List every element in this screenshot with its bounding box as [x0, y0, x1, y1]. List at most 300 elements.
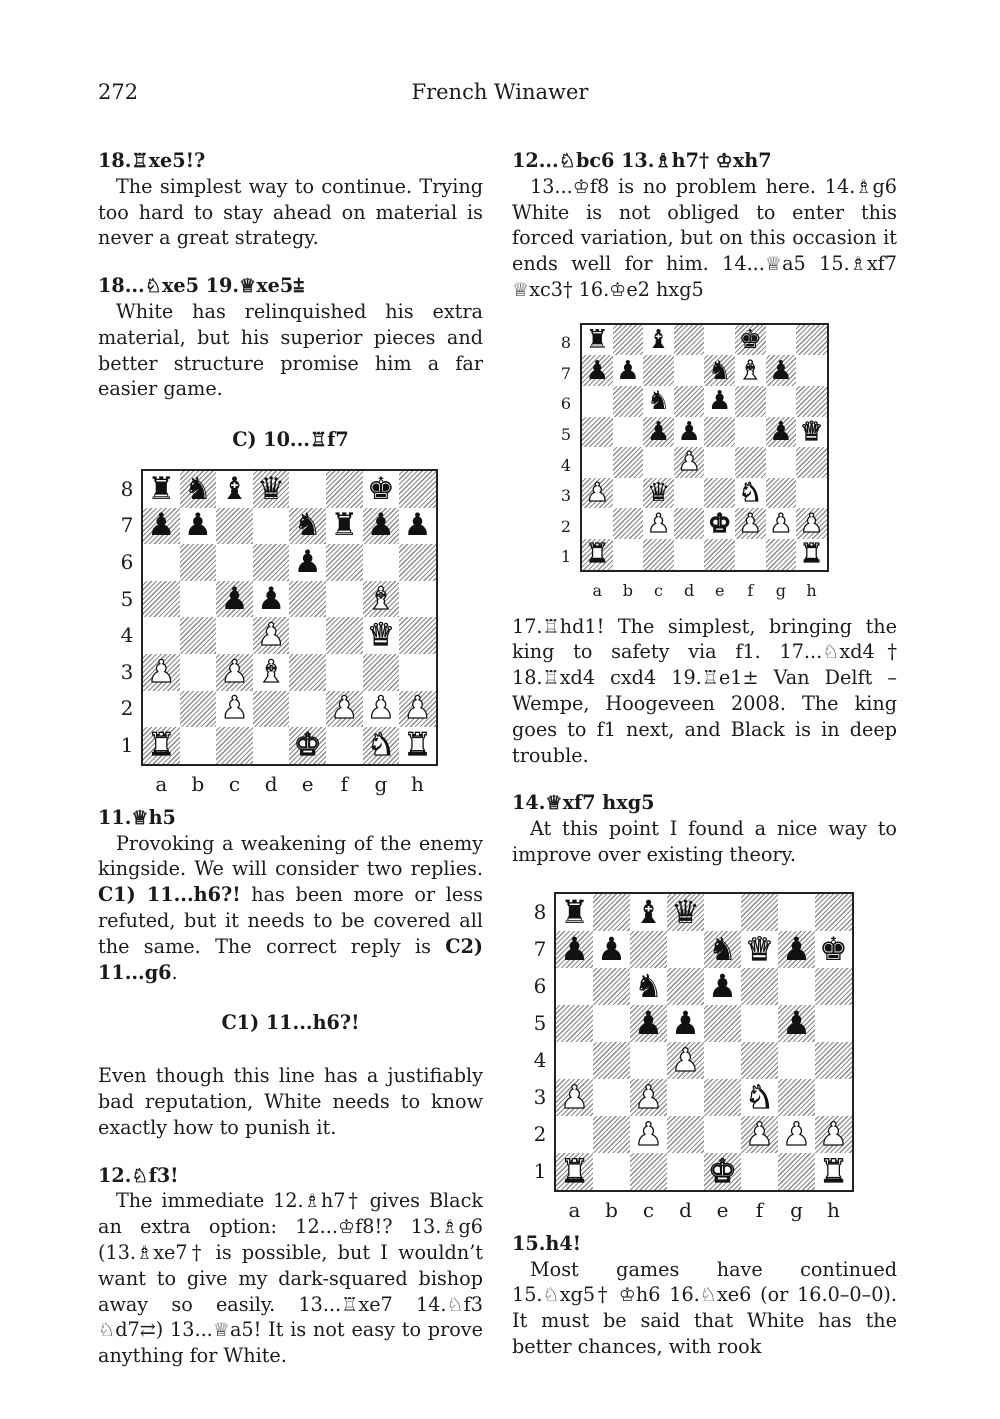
square-c2: [643, 508, 674, 539]
white-knight-icon: ♞: [745, 1078, 774, 1117]
white-king-icon: ♚: [708, 508, 732, 539]
square-b4: [593, 1042, 630, 1079]
square-h3: [815, 1079, 852, 1116]
black-pawn-icon: ♟: [646, 416, 671, 447]
rank-label: 6: [120, 550, 134, 575]
text-run: Provoking a weakening of the enemy kingside. We will consider two replies.: [98, 831, 483, 881]
square-b6: [180, 544, 217, 581]
square-f7: [735, 355, 766, 386]
white-rook-icon: ♜: [560, 1152, 589, 1191]
square-d6: [674, 386, 705, 417]
square-a2: [143, 691, 180, 728]
file-label: d: [264, 771, 278, 796]
black-king-icon: ♚: [819, 930, 848, 969]
chess-diagram: [117, 469, 440, 800]
rank-label: 8: [560, 333, 572, 353]
white-pawn-icon: ♟: [782, 1115, 811, 1154]
rank-label: 7: [120, 513, 134, 538]
variation-reference: C1) 11...h6?!: [98, 883, 241, 907]
black-pawn-icon: ♟: [147, 507, 176, 544]
black-pawn-icon: ♟: [616, 355, 640, 386]
square-e1: [704, 1153, 741, 1190]
square-c7: [216, 508, 253, 545]
black-pawn-icon: ♟: [597, 930, 626, 969]
page-header: [0, 80, 1000, 110]
white-queen-icon: ♛: [799, 416, 824, 447]
square-d8: [667, 894, 704, 931]
black-king-icon: ♚: [738, 325, 762, 356]
black-pawn-icon: ♟: [782, 930, 811, 969]
black-rook-icon: ♜: [560, 893, 589, 932]
square-e3: [289, 654, 326, 691]
square-c1: [630, 1153, 667, 1190]
square-g1: [766, 539, 797, 570]
white-king-icon: ♚: [708, 1152, 737, 1191]
square-h4: [796, 447, 827, 478]
square-g7: [363, 508, 400, 545]
square-d8: [674, 325, 705, 356]
square-g5: [778, 1005, 815, 1042]
move-heading: 15.h4!: [512, 1231, 582, 1255]
square-c1: [216, 727, 253, 764]
square-a2: [556, 1116, 593, 1153]
square-f5: [326, 581, 363, 618]
white-pawn-icon: ♟: [220, 653, 249, 690]
black-rook-icon: ♜: [330, 507, 359, 544]
section-heading: C1) 11...h6?!: [221, 1011, 360, 1035]
black-pawn-icon: ♟: [769, 416, 793, 447]
square-d6: [667, 968, 704, 1005]
text-run: .: [171, 960, 178, 984]
white-bishop-icon: ♝: [738, 355, 762, 386]
body-paragraph: The immediate 12.♗h7† gives Black an extra option: 12...♔f8!? 13.♗g6 (13.♗xe7† is possible, but I wouldn’t want to give my dark-squared bishop away so easily. 13...♖xe7 14.♘f3 ♘d7⇄) 13...♕a5! It is not easy to prove anything for White.: [98, 1189, 483, 1368]
rank-label: 4: [533, 1047, 547, 1072]
square-f2: [741, 1116, 778, 1153]
square-c6: [216, 544, 253, 581]
square-d1: [674, 539, 705, 570]
text-run: has been more or less refuted, but it needs to be covered all the same. The correct reply is: [98, 883, 483, 958]
square-c1: [643, 539, 674, 570]
square-h6: [796, 386, 827, 417]
white-pawn-icon: ♟: [819, 1115, 848, 1154]
black-bishop-icon: ♝: [220, 470, 249, 507]
square-a8: [143, 471, 180, 508]
rank-label: 8: [533, 899, 547, 924]
square-g6: [363, 544, 400, 581]
square-g6: [778, 968, 815, 1005]
body-paragraph: White has relinquished his extra material, but his superior pieces and better structure promise him a far easier game.: [98, 299, 483, 401]
black-pawn-icon: ♟: [708, 386, 732, 417]
square-b5: [613, 417, 644, 448]
square-a4: [143, 617, 180, 654]
square-c5: [216, 581, 253, 618]
move-heading: 12.♘f3!: [98, 1163, 179, 1187]
square-a2: [582, 508, 613, 539]
square-h2: [796, 508, 827, 539]
square-f4: [735, 447, 766, 478]
white-knight-icon: ♞: [738, 478, 762, 509]
square-a7: [582, 355, 613, 386]
white-pawn-icon: ♟: [769, 508, 793, 539]
square-f5: [735, 417, 766, 448]
square-f8: [326, 471, 363, 508]
square-f4: [326, 617, 363, 654]
square-f6: [326, 544, 363, 581]
square-d8: [253, 471, 290, 508]
black-queen-icon: ♛: [646, 478, 671, 509]
black-pawn-icon: ♟: [769, 355, 793, 386]
square-a8: [556, 894, 593, 931]
square-d3: [253, 654, 290, 691]
square-a3: [143, 654, 180, 691]
white-bishop-icon: ♝: [257, 653, 285, 690]
square-f7: [741, 931, 778, 968]
square-h8: [399, 471, 436, 508]
square-c3: [643, 478, 674, 509]
square-h7: [796, 355, 827, 386]
white-rook-icon: ♜: [403, 726, 432, 763]
square-c6: [630, 968, 667, 1005]
square-d5: [674, 417, 705, 448]
black-rook-icon: ♜: [147, 470, 176, 507]
rank-label: 3: [120, 659, 134, 684]
square-a3: [556, 1079, 593, 1116]
black-pawn-icon: ♟: [366, 507, 395, 544]
square-d3: [667, 1079, 704, 1116]
square-d1: [667, 1153, 704, 1190]
file-label: f: [747, 580, 754, 600]
black-pawn-icon: ♟: [560, 930, 589, 969]
square-e5: [704, 417, 735, 448]
square-a7: [556, 931, 593, 968]
rank-label: 3: [560, 486, 572, 506]
square-c5: [643, 417, 674, 448]
body-paragraph: At this point I found a nice way to improve over existing theory.: [512, 817, 897, 866]
white-pawn-icon: ♟: [220, 690, 249, 727]
square-d7: [674, 355, 705, 386]
rank-label: 2: [560, 516, 572, 536]
square-f8: [741, 894, 778, 931]
square-e2: [704, 1116, 741, 1153]
black-pawn-icon: ♟: [183, 507, 212, 544]
square-f1: [741, 1153, 778, 1190]
square-h4: [815, 1042, 852, 1079]
file-label: g: [374, 771, 388, 796]
black-queen-icon: ♛: [671, 893, 700, 932]
square-a1: [582, 539, 613, 570]
file-label: g: [790, 1197, 803, 1222]
white-pawn-icon: ♟: [677, 447, 701, 478]
rank-label: 7: [533, 936, 547, 961]
white-rook-icon: ♜: [819, 1152, 848, 1191]
rank-label: 8: [120, 476, 134, 501]
move-heading: 14.♕xf7 hxg5: [512, 791, 655, 815]
square-e7: [704, 355, 735, 386]
black-pawn-icon: ♟: [782, 1004, 811, 1043]
black-king-icon: ♚: [366, 470, 395, 507]
square-b7: [593, 931, 630, 968]
move-heading: 18...♘xe5 19.♕xe5⩲: [98, 274, 305, 298]
square-c2: [216, 691, 253, 728]
square-g5: [363, 581, 400, 618]
square-e3: [704, 478, 735, 509]
square-c8: [630, 894, 667, 931]
square-a1: [143, 727, 180, 764]
file-label: e: [714, 580, 725, 600]
rank-label: 5: [533, 1010, 547, 1035]
square-f8: [735, 325, 766, 356]
square-c5: [630, 1005, 667, 1042]
move-heading: 12...♘bc6 13.♗h7† ♔xh7: [512, 149, 772, 172]
square-h2: [399, 691, 436, 728]
rank-label: 4: [120, 623, 134, 648]
black-knight-icon: ♞: [634, 967, 663, 1006]
body-paragraph: Most games have continued 15.♘xg5† ♔h6 16.♘xe6 (or 16.0–0–0). It must be said that White has the better chances, with rook: [512, 1257, 897, 1358]
square-e6: [289, 544, 326, 581]
white-pawn-icon: ♟: [403, 690, 432, 727]
white-pawn-icon: ♟: [745, 1115, 774, 1154]
white-pawn-icon: ♟: [366, 690, 395, 727]
black-knight-icon: ♞: [708, 355, 732, 386]
black-pawn-icon: ♟: [257, 580, 285, 617]
square-e8: [704, 894, 741, 931]
square-c2: [630, 1116, 667, 1153]
file-label: h: [806, 580, 817, 600]
square-h6: [399, 544, 436, 581]
square-e5: [704, 1005, 741, 1042]
file-label: d: [683, 580, 695, 600]
file-label: f: [340, 771, 348, 796]
square-f3: [326, 654, 363, 691]
file-label: d: [679, 1197, 692, 1222]
square-c7: [643, 355, 674, 386]
square-d4: [667, 1042, 704, 1079]
file-label: g: [775, 580, 787, 600]
square-d2: [253, 691, 290, 728]
square-a7: [143, 508, 180, 545]
file-label: b: [191, 771, 205, 796]
body-paragraph: [98, 831, 483, 986]
square-g8: [778, 894, 815, 931]
square-b5: [180, 581, 217, 618]
square-h1: [796, 539, 827, 570]
square-h6: [815, 968, 852, 1005]
white-pawn-icon: ♟: [738, 508, 762, 539]
square-e1: [289, 727, 326, 764]
body-paragraph: 13...♔f8 is no problem here. 14.♗g6 White is not obliged to enter this forced variation, but on this occasion it ends well for him. 14...♕a5 15.♗xf7 ♕xc3† 16.♔e2 hxg5: [512, 174, 897, 301]
variation-reference: C2) 11...g6: [98, 934, 483, 984]
chess-board: [141, 469, 438, 766]
rank-label: 1: [560, 547, 572, 567]
square-e7: [289, 508, 326, 545]
white-pawn-icon: ♟: [799, 508, 824, 539]
black-pawn-icon: ♟: [293, 543, 322, 580]
square-h8: [796, 325, 827, 356]
square-c4: [216, 617, 253, 654]
square-e6: [704, 968, 741, 1005]
chess-diagram: [530, 892, 856, 1226]
square-e4: [289, 617, 326, 654]
square-d4: [674, 447, 705, 478]
square-c8: [216, 471, 253, 508]
square-h5: [815, 1005, 852, 1042]
black-bishop-icon: ♝: [646, 325, 671, 356]
black-rook-icon: ♜: [585, 325, 609, 356]
square-h3: [399, 654, 436, 691]
rank-label: 2: [533, 1121, 547, 1146]
square-e2: [704, 508, 735, 539]
square-g1: [778, 1153, 815, 1190]
square-e8: [704, 325, 735, 356]
square-e3: [704, 1079, 741, 1116]
white-rook-icon: ♜: [799, 539, 824, 570]
square-a6: [582, 386, 613, 417]
file-label: c: [654, 580, 663, 600]
square-f5: [741, 1005, 778, 1042]
square-b5: [593, 1005, 630, 1042]
rank-label: 4: [560, 455, 572, 475]
square-b2: [593, 1116, 630, 1153]
black-pawn-icon: ♟: [220, 580, 249, 617]
body-paragraph: The simplest way to continue. Trying too hard to stay ahead on material is never a great strategy.: [98, 174, 483, 250]
white-knight-icon: ♞: [366, 726, 395, 763]
white-pawn-icon: ♟: [585, 478, 609, 509]
square-g8: [766, 325, 797, 356]
square-h7: [399, 508, 436, 545]
square-h7: [815, 931, 852, 968]
square-d2: [667, 1116, 704, 1153]
square-b2: [180, 691, 217, 728]
running-title: French Winawer: [411, 80, 589, 104]
square-b1: [180, 727, 217, 764]
square-g3: [363, 654, 400, 691]
square-d4: [253, 617, 290, 654]
square-g7: [778, 931, 815, 968]
square-f2: [735, 508, 766, 539]
square-d6: [253, 544, 290, 581]
square-b2: [613, 508, 644, 539]
square-c4: [630, 1042, 667, 1079]
square-g3: [778, 1079, 815, 1116]
left-column: [98, 148, 483, 1369]
square-g2: [766, 508, 797, 539]
square-a5: [556, 1005, 593, 1042]
file-label: a: [568, 1197, 581, 1222]
square-b7: [180, 508, 217, 545]
square-f3: [735, 478, 766, 509]
square-e4: [704, 447, 735, 478]
black-pawn-icon: ♟: [708, 967, 737, 1006]
square-e4: [704, 1042, 741, 1079]
square-f4: [741, 1042, 778, 1079]
square-f1: [326, 727, 363, 764]
square-g5: [766, 417, 797, 448]
black-knight-icon: ♞: [708, 930, 737, 969]
file-label: c: [228, 771, 241, 796]
black-bishop-icon: ♝: [634, 893, 663, 932]
square-a4: [582, 447, 613, 478]
square-d2: [674, 508, 705, 539]
rank-label: 2: [120, 696, 134, 721]
square-a3: [582, 478, 613, 509]
square-b3: [613, 478, 644, 509]
black-knight-icon: ♞: [646, 386, 671, 417]
white-pawn-icon: ♟: [671, 1041, 700, 1080]
square-c4: [643, 447, 674, 478]
square-a6: [143, 544, 180, 581]
file-label: b: [622, 580, 634, 600]
square-f6: [735, 386, 766, 417]
square-b8: [180, 471, 217, 508]
chess-board: [554, 892, 854, 1192]
square-e2: [289, 691, 326, 728]
square-g1: [363, 727, 400, 764]
square-g3: [766, 478, 797, 509]
rank-label: 5: [560, 424, 572, 444]
square-g4: [778, 1042, 815, 1079]
square-d5: [667, 1005, 704, 1042]
square-h1: [815, 1153, 852, 1190]
square-h5: [399, 581, 436, 618]
square-c3: [630, 1079, 667, 1116]
square-g2: [778, 1116, 815, 1153]
square-e7: [704, 931, 741, 968]
square-b4: [613, 447, 644, 478]
rank-label: 3: [533, 1084, 547, 1109]
square-d1: [253, 727, 290, 764]
square-h4: [399, 617, 436, 654]
square-b4: [180, 617, 217, 654]
square-b1: [613, 539, 644, 570]
page-number: 272: [98, 80, 139, 104]
square-b8: [593, 894, 630, 931]
square-c7: [630, 931, 667, 968]
move-heading: 18.♖xe5!?: [98, 149, 206, 172]
file-label: f: [755, 1197, 764, 1222]
square-a4: [556, 1042, 593, 1079]
file-label: h: [411, 771, 424, 796]
square-b6: [613, 386, 644, 417]
square-f7: [326, 508, 363, 545]
square-b3: [180, 654, 217, 691]
black-queen-icon: ♛: [257, 470, 285, 507]
file-label: a: [592, 580, 603, 600]
square-g6: [766, 386, 797, 417]
square-h5: [796, 417, 827, 448]
square-e1: [704, 539, 735, 570]
rank-label: 7: [560, 363, 572, 383]
black-knight-icon: ♞: [183, 470, 212, 507]
square-a6: [556, 968, 593, 1005]
black-knight-icon: ♞: [293, 507, 322, 544]
white-rook-icon: ♜: [585, 539, 609, 570]
rank-label: 6: [533, 973, 547, 998]
file-label: h: [827, 1197, 840, 1222]
square-d7: [667, 931, 704, 968]
file-label: e: [716, 1197, 729, 1222]
chess-diagram: [556, 323, 831, 606]
body-paragraph: 17.♖hd1! The simplest, bringing the king to safety via f1. 17...♘xd4† 18.♖xd4 cxd4 19.♖e1± Van Delft – Wempe, Hoogeveen 2008. The king goes to f1 next, and Black is in deep trouble.: [512, 614, 897, 767]
black-pawn-icon: ♟: [585, 355, 609, 386]
file-label: a: [155, 771, 168, 796]
white-pawn-icon: ♟: [147, 653, 176, 690]
square-b3: [593, 1079, 630, 1116]
square-a5: [143, 581, 180, 618]
square-g8: [363, 471, 400, 508]
body-paragraph: Even though this line has a justifiably bad reputation, White needs to know exactly how to punish it.: [98, 1064, 483, 1139]
square-f6: [741, 968, 778, 1005]
square-d5: [253, 581, 290, 618]
